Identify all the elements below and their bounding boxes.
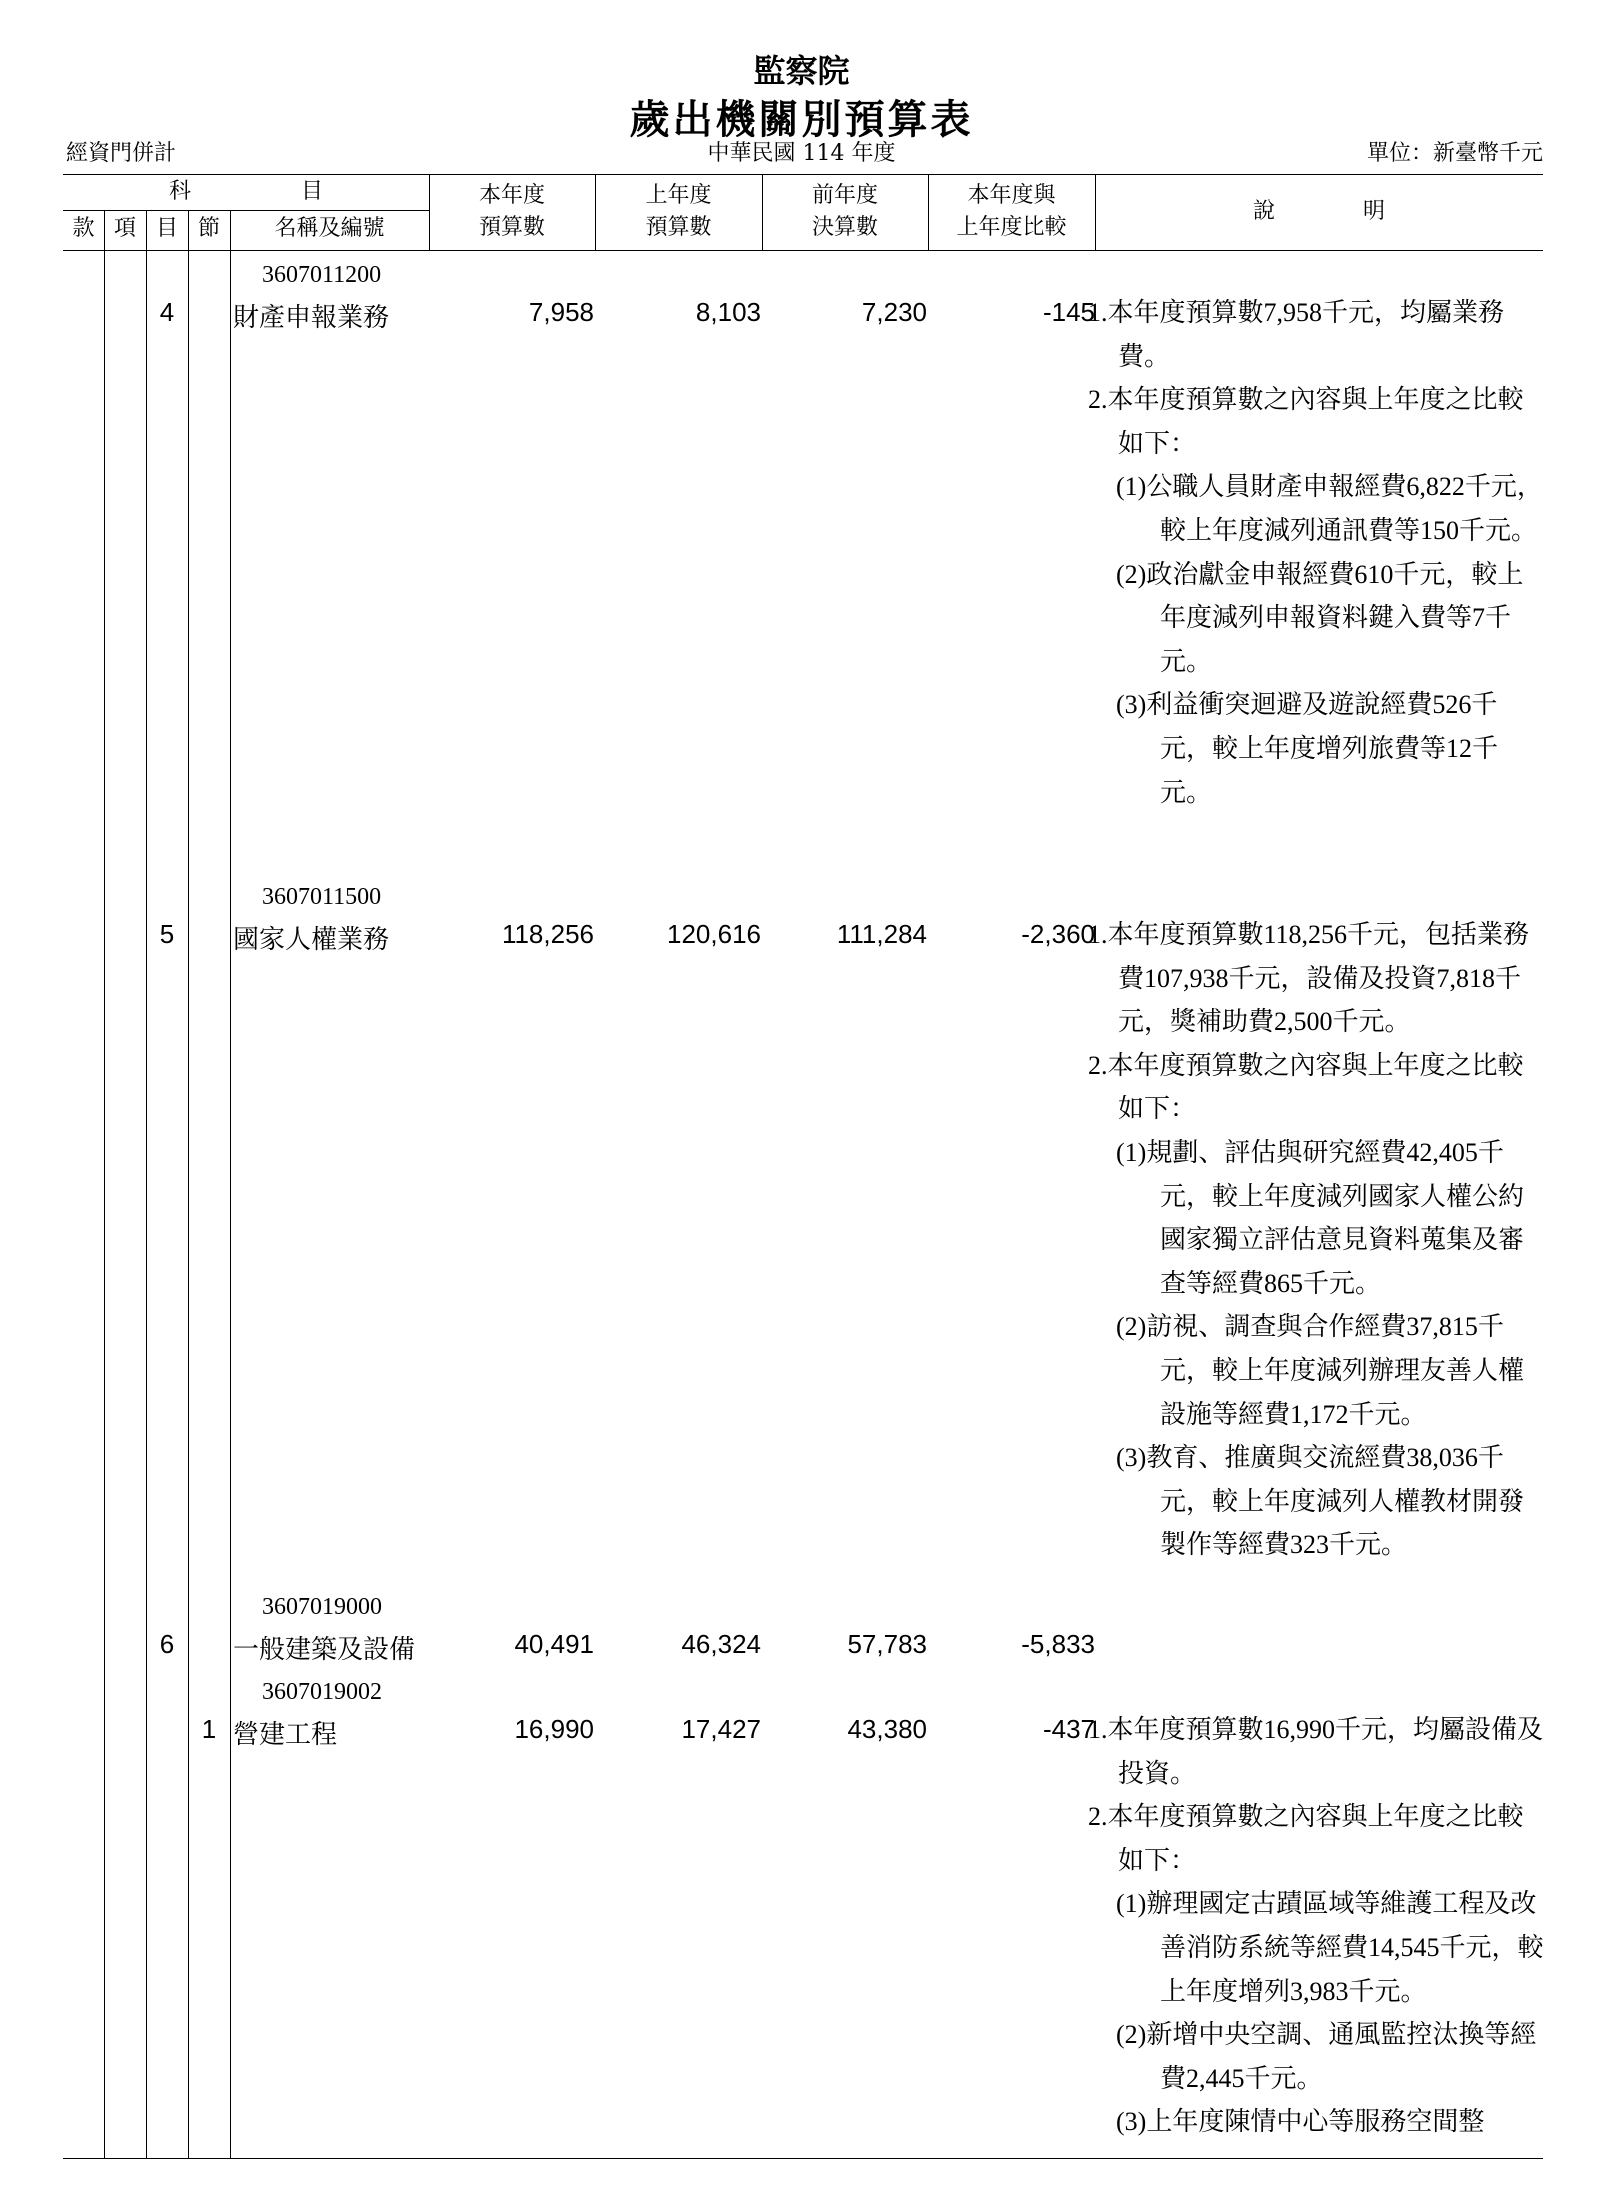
row-mu: 4 <box>159 297 175 327</box>
category-label: 經資門併計 <box>66 141 177 166</box>
remark-subitem: (1)公職人員財產申報經費6,822千元，較上年度減列通訊費等150千元。 <box>1116 472 1543 545</box>
remark-subitem: (3)上年度陳情中心等服務空間整 <box>1116 2107 1485 2137</box>
header-prior-final-1: 前年度 <box>811 183 878 208</box>
header-jie: 節 <box>197 216 220 241</box>
row-prior-final: 57,783 <box>847 1629 927 1659</box>
row-previous: 120,616 <box>667 919 761 949</box>
remark-subitem: (2)政治獻金申報經費610千元，較上年度減列申報資料鍵入費等7千元。 <box>1116 559 1524 676</box>
row-previous: 46,324 <box>681 1629 761 1659</box>
col-divider <box>188 210 189 2158</box>
header-mu: 目 <box>155 216 178 241</box>
row-prior-final: 111,284 <box>836 919 927 949</box>
row-name: 財產申報業務 <box>233 302 390 332</box>
header-current-1: 本年度 <box>478 183 545 208</box>
row-code: 3607019000 <box>262 1594 382 1620</box>
row-name: 一般建築及設備 <box>233 1634 416 1664</box>
remark-item: 2.本年度預算數之內容與上年度之比較如下： <box>1088 385 1524 458</box>
remark-subitem: (3)教育、推廣與交流經費38,036千元，較上年度減列人權教材開發製作等經費323千元。 <box>1116 1443 1525 1560</box>
row-diff: -5,833 <box>1021 1629 1095 1659</box>
page-title: 歲出機關別預算表 <box>629 96 974 143</box>
row-current: 118,256 <box>501 919 594 949</box>
table-top-rule <box>63 174 1543 175</box>
table-bottom-rule <box>63 2158 1543 2159</box>
row-diff: -145 <box>1042 297 1095 327</box>
header-previous-2: 預算數 <box>645 215 712 240</box>
row-diff: -2,360 <box>1021 919 1095 949</box>
remark-item: 1.本年度預算數16,990千元，均屬設備及投資。 <box>1088 1715 1544 1788</box>
header-compare-2: 上年度比較 <box>956 215 1067 240</box>
row-prior-final: 7,230 <box>861 297 927 327</box>
remark-subitem: (1)辦理國定古蹟區域等維護工程及改善消防系統等經費14,545千元，較上年度增列3,983千元。 <box>1116 1889 1544 2006</box>
row-remarks <box>1088 291 1548 814</box>
unit-label: 單位：新臺幣千元 <box>1366 141 1543 166</box>
remark-item: 2.本年度預算數之內容與上年度之比較如下： <box>1088 1050 1524 1124</box>
remark-subitem: (3)利益衝突迴避及遊說經費526千元，較上年度增列旅費等12千元。 <box>1116 690 1499 807</box>
row-name: 國家人權業務 <box>233 924 390 954</box>
header-current-2: 預算數 <box>478 215 545 240</box>
header-previous-1: 上年度 <box>645 183 712 208</box>
row-current: 16,990 <box>514 1714 594 1744</box>
remark-subitem: (2)新增中央空調、通風監控汰換等經費2,445千元。 <box>1116 2020 1537 2093</box>
header-ke-mu: 科 目 <box>168 179 323 204</box>
header-xiang: 項 <box>113 216 136 241</box>
row-code: 3607019002 <box>262 1679 382 1705</box>
row-current: 7,958 <box>528 297 594 327</box>
col-divider <box>146 210 147 2158</box>
header-bottom-rule <box>63 250 1543 251</box>
row-mu: 6 <box>159 1629 175 1659</box>
row-remarks <box>1088 1708 1548 2144</box>
header-name-code: 名稱及編號 <box>274 216 385 241</box>
row-current: 40,491 <box>514 1629 594 1659</box>
col-divider <box>230 210 231 2158</box>
remark-subitem: (2)訪視、調查與合作經費37,815千元，較上年度減列辦理友善人權設施等經費1,172千元。 <box>1116 1312 1525 1429</box>
header-remarks: 說 明 <box>1252 199 1385 224</box>
row-code: 3607011200 <box>262 262 382 288</box>
header-kuan: 款 <box>72 216 95 241</box>
header-compare-1: 本年度與 <box>967 183 1056 208</box>
remark-item: 1.本年度預算數7,958千元，均屬業務費。 <box>1088 298 1505 371</box>
remark-item: 2.本年度預算數之內容與上年度之比較如下： <box>1088 1802 1524 1875</box>
row-jie: 1 <box>201 1714 217 1744</box>
row-prior-final: 43,380 <box>847 1714 927 1744</box>
remark-subitem: (1)規劃、評估與研究經費42,405千元，較上年度減列國家人權公約國家獨立評估意見資料蒐集及審查等經費865千元。 <box>1116 1137 1525 1298</box>
col-divider <box>104 210 105 2158</box>
row-previous: 17,427 <box>681 1714 761 1744</box>
row-name: 營建工程 <box>233 1719 338 1749</box>
row-diff: -437 <box>1042 1714 1095 1744</box>
org-name: 監察院 <box>753 52 850 90</box>
row-previous: 8,103 <box>695 297 761 327</box>
header-sub-rule <box>63 210 429 211</box>
remark-item: 1.本年度預算數118,256千元，包括業務費107,938千元，設備及投資7,818千元，獎補助費2,500千元。 <box>1088 920 1530 1037</box>
header-prior-final-2: 決算數 <box>811 215 878 240</box>
row-remarks <box>1088 913 1548 1567</box>
row-code: 3607011500 <box>262 884 382 910</box>
row-mu: 5 <box>159 919 175 949</box>
fiscal-year: 中華民國 114 年度 <box>707 141 896 166</box>
